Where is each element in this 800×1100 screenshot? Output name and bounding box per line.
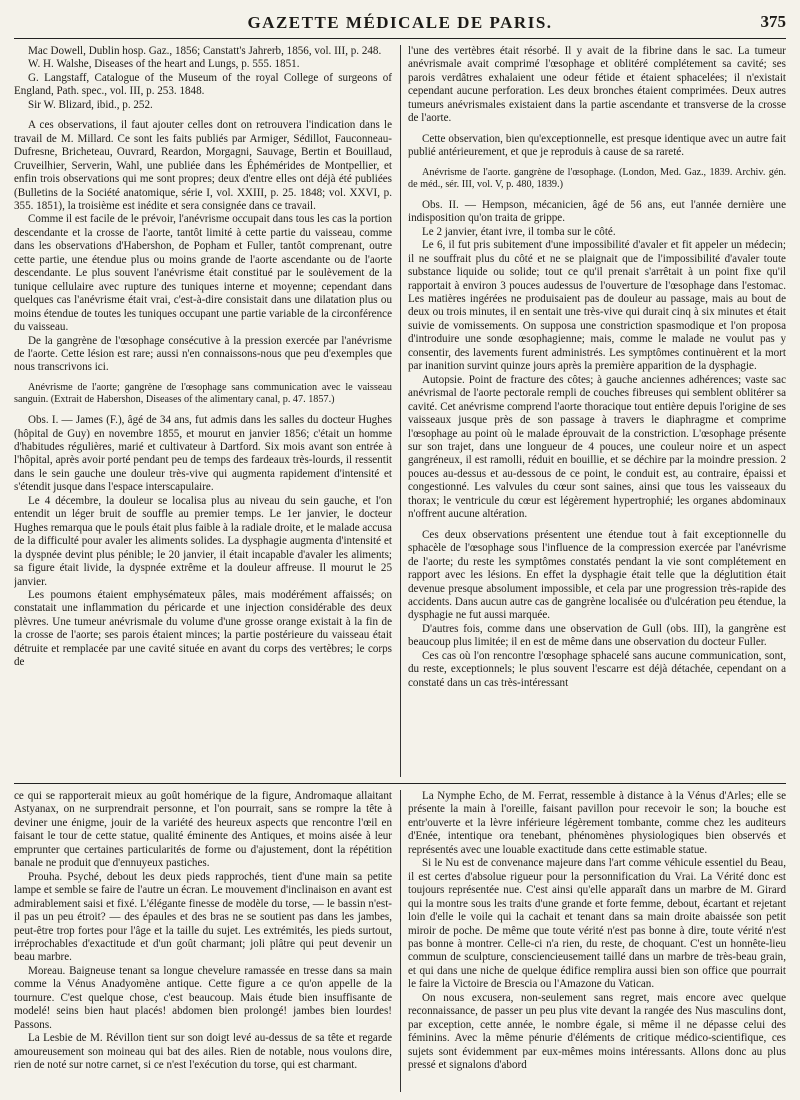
top-right-column [408,45,786,777]
paragraph: Si le Nu est de convenance majeure dans l'art comme véhicule essentiel du Beau, il est certes d'absolue rigueur pour la personnification du Vrai. La Vérité donc est toujours représentée nue. C'est ainsi qu'elle apparaît dans un marbre de M. Girard qui la montre sous les traits d'une grande et forte femme, debout, écartant et rejetant loin d'elle le voile qui la cachait et tenant dans sa main droite abaissée son petit miroir de poche. De même que toute vérité n'est pas bonne à dire, toute vérité n'est pas bonne à montrer. Celle-ci n'a rien, du reste, de choquant. C'est un honnête-lieu commun de sculpture, consciencieusement taillé dans un marbre de très-beau grain, et qui dans une niche de quelque édifice remplira aussi bien son office que pourrait le faire la Victoire de Brescia ou l'Amazone du Vatican. [408,857,786,991]
observation-paragraph: Le 6, il fut pris subitement d'une impossibilité d'avaler et fit appeler un médecin; il ne souffrait plus du côté et ne se plaignait que de l'impossibilité d'avaler toute substance liquide ou solide; tout ce qu'il prenait s'arrêtait à un point fixe qu'il rapportait à environ 3 pouces audessus de l'ouverture de l'œsophage dans l'estomac. Les matières ingérées ne produisaient pas de douleur au passage, mais au bout de deux ou trois minutes, il en sentait une très-vive qui durait cinq à six minutes et était suivie de vomissements. On supposa une constriction spasmodique et l'on proposa d'introduire une sonde œsophagienne; mais, comme le malade ne voulut pas y consentir, des lavements furent administrés. Les symptômes continuèrent et la mort par inanition survint quinze jours après la première apparition de la dysphagie. [408,239,786,373]
paragraph: On nous excusera, non-seulement sans regret, mais encore avec quelque reconnaissance, de passer un peu plus vite devant la rangée des Nus masculins dont, par exception, cette année, le nombre égale, si même il ne dépasse celui des féminins. Avec la même pénurie d'éléments de critique médico-scientifique, ces sujets sont évidemment par eux-mêmes moins intéressants. Allons donc au plus pressé et signalons d'abord [408,991,786,1072]
observation-paragraph: Les poumons étaient emphysémateux pâles, mais modérément affaissés; on constatait une inflammation du péricarde et une injection considérable des deux plèvres. Une tumeur anévrismale du volume d'une grosse orange existait à la fin de la crosse de l'aorte; ses parois étaient minces; la partie postérieure du vaisseau était détruite et remplacée par une cavité située en avant du corps des vertèbres; le corps de [14,588,392,669]
page-number: 375 [760,12,786,31]
reference-item: W. H. Walshe, Diseases of the heart and Lungs, p. 555. 1851. [28,58,300,71]
autopsy-paragraph: Autopsie. Point de fracture des côtes; à gauche anciennes adhérences; vaste sac anévrismal de l'aorte pectorale rempli de couches fibreuses qui semblent oblitérer sa cavité. Cet anévrisme comprend l'aorte thoracique tout entière depuis l'origine de ses vaisseaux jusque près de son passage à travers le diaphragme et comprime l'œsophage au point où le malade éprouvait de la constriction. L'œsophage présente sur son trajet, dans une longueur de 4 pouces, une couleur noire et un aspect gangréneux, il est ramolli, réduit en bouillie, et se déchire par la moindre pression. 2 pouces au-dessus et au-dessous de ce point, le conduit est, au contraire, épaissi et congestionné. Les valvules du cœur sont saines, ainsi que tous les vaisseaux du thorax; le ventricule du cœur est légèrement hypertrophié; les organes abdominaux n'offrent aucune altération. [408,373,786,521]
journal-title: GAZETTE MÉDICALE DE PARIS. [247,13,553,32]
reference-item: Mac Dowell, Dublin hosp. Gaz., 1856; Canstatt's Jahrerb, 1856, vol. III, p. 248. [28,45,382,57]
case-heading: Anévrisme de l'aorte; gangrène de l'œsophage sans communication avec le vaisseau sanguin. (Extrait de Habershon, Diseases of the alimentary canal, p. 47. 1857.) [14,381,392,406]
case-heading: Anévrisme de l'aorte. gangrène de l'œsophage. (London, Med. Gaz., 1839. Archiv. gén. de méd., sér. III, vol. V, p. 480, 1839.) [408,166,786,191]
paragraph: ce qui se rapporterait mieux au goût homérique de la figure, Andromaque allaitant Astyanax, on ne surprendrait personne, et l'on pourrait, sans se rompre la tête à deviner une énigme, jouir de la variété des heureux aspects que rencontre l'œil en faisant le tour de cette statue, qualité éminente des Antiques, et moins aisée à leur emprunter que certaines particularités de forme ou d'ajustement, dont la répétition banale ne produit que d'ennuyeux pastiches. [14,790,392,870]
paragraph: D'autres fois, comme dans une observation de Gull (obs. III), la gangrène est beaucoup plus limitée; il en est de même dans une observation du docteur Fuller. [408,622,786,649]
observation-paragraph: Obs. I. — James (F.), âgé de 34 ans, fut admis dans les salles du docteur Hughes (hôpital de Guy) en novembre 1855, et mourut en janvier 1856; c'était un homme d'habitudes régulières, marié et cultivateur à Dartford. Six mois avant son entrée à l'hôpital, après avoir porté pendant peu de temps des fardeaux très-lourds, il ressentit dans le sein gauche une douleur très-vive qui augmenta rapidement d'intensité et s'étendit jusque dans l'espace interscapulaire. [14,414,392,494]
column-divider-top [400,45,401,777]
paragraph: Comme il est facile de le prévoir, l'anévrisme occupait dans tous les cas la portion descendante et la crosse de l'aorte, tantôt limité à cette partie du vaisseau, comme dans les observations d'Habershon, de Popham et Fuller, tantôt comprenant, outre cette partie, une étendue plus ou moins grande de l'aorte ascendante ou de l'aorte descendante. Le plus souvent l'anévrisme était constitué par le soulèvement de la tunique cellulaire avec rupture des tuniques interne et moyenne; cependant dans quelques cas l'anévrisme était vrai, c'est-à-dire consistait dans une dilatation plus ou moins étendue de toutes les tuniques occupant une partie variable de la circonférence du vaisseau. [14,213,392,334]
reference-item: G. Langstaff, Catalogue of the Museum of the royal College of surgeons of England, Path. spec., vol. III, p. 253. 1848. [14,71,392,98]
observation-paragraph: Le 4 décembre, la douleur se localisa plus au niveau du sein gauche, et l'on entendit un léger bruit de souffle au premier temps. Le 1er janvier, le docteur Hughes remarqua que le pouls était plus faible à la radiale droite, et le malade accusa de la difficulté pour avaler les aliments solides. La dysphagie augmenta d'intensité et la dyspnée devint plus pénible; le 20 janvier, il était incapable d'avaler les aliments; sa figure était livide, la dyspnée extrême et la douleur affreuse. Il mourut le 25 janvier. [14,494,392,588]
paragraph: Ces deux observations présentent une étendue tout à fait exceptionnelle du sphacèle de l'œsophage sous l'influence de la compression exercée par l'anévrisme de l'aorte; du reste les symptômes constatés pendant la vie sont complétement en rapport avec les lésions. En effet la dysphagie était telle que la déglutition était devenue presque absolument impossible, et cela par une progression très-rapide des accidents. Dans aucun autre cas de gangrène localisée ou d'ulcération peu étendue, la dysphagie ne fut aussi marquée. [408,528,786,622]
paragraph: Ces cas où l'on rencontre l'œsophage sphacelé sans aucune communication, sont, du reste, exceptionnels; le plus souvent l'escarre est déjà détachée, cependant on a constaté dans un cas très-intéressant [408,649,786,689]
section-intro-paragraph: De la gangrène de l'œsophage consécutive à la pression exercée par l'anévrisme de l'aorte. Cette lésion est rare; aussi n'en connaissons-nous que peu d'exemples que nous transcrivons ici. [14,334,392,374]
observation-paragraph: Obs. II. — Hempson, mécanicien, âgé de 56 ans, eut l'année dernière une indisposition qu'on traita de grippe. [408,198,786,225]
bottom-left-column [14,790,392,1092]
paragraph: l'une des vertèbres était résorbé. Il y avait de la fibrine dans le sac. La tumeur anévrismale avait comprimé l'œsophage et oblitéré complétement sa cavité; ses parois verdâtres exhalaient une odeur fétide et étaient sphacelées; il n'existait cependant aucune perforation. Les deux bronches étaient comprimées. Deux autres tumeurs anévrismales existaient dans la partie ascendante et transverse de la crosse de l'aorte. [408,45,786,125]
top-left-column [14,45,392,777]
paragraph: La Lesbie de M. Révillon tient sur son doigt levé au-dessus de sa tête et regarde amoureusement son moineau qui bat des ailes. Rien de notable, nous voulons dire, rien de noté sur notre carnet, si ce n'est l'exécution du torse, qui est charmant. [14,1032,392,1072]
reference-item: Sir W. Blizard, ibid., p. 252. [28,98,153,111]
column-divider-bottom [400,790,401,1092]
paragraph: A ces observations, il faut ajouter celles dont on retrouvera l'indication dans le travail de M. Millard. Ce sont les faits publiés par Armiger, Sédillot, Fauconneau-Dufresne, Bricheteau, Ouvrard, Reardon, Morgagni, Sauvage, Bertin et Bouillaud, Cruveilhier, Serverin, Wahl, une publiée dans les Éphémérides de Montpellier, et enfin trois observations qui me sont propres; deux d'entre elles ont déjà été publiées (Bulletins de la Société anatomique, série I, vol. XXIII, p. 25. 1848; vol. XXVI, p. 355. 1851), la troisième est inédite et sera consignée dans ce travail. [14,119,392,212]
paragraph: La Nymphe Echo, de M. Ferrat, ressemble à distance à la Vénus d'Arles; elle se présente la main à l'oreille, faisant pavillon pour recevoir le son; la bouche est entr'ouverte et la lèvre inférieure légèrement tombante, comme chez les auditeurs d'Enée, intentique ora tenebant, phénomènes physiologiques bien observés et représentés avec une louable exactitude dans cette estimable statue. [408,790,786,856]
paragraph: Prouha. Psyché, debout les deux pieds rapprochés, tient d'une main sa petite lampe et semble se faire de l'autre un écran. Le mouvement d'inclinaison en avant est admirablement saisi et fixé. L'élégante finesse de modèle du torse, — le bassin n'est-il pas un peu étroit? — des épaules et des bras ne se soutient pas dans les jambes, peut-être trop fortes pour l'âge et la taille du sujet. Les extrémités, les pieds surtout, irréprochables d'exactitude et d'un goût charmant; joli plâtre qui peut devenir un beau marbre. [14,870,392,964]
bottom-right-column [408,790,786,1092]
section-divider [14,783,786,784]
observation-paragraph: Le 2 janvier, étant ivre, il tomba sur le côté. [422,225,616,238]
paragraph: Cette observation, bien qu'exceptionnelle, est presque identique avec un autre fait publié antérieurement, et que je reproduis à cause de sa rareté. [408,132,786,159]
paragraph: Moreau. Baigneuse tenant sa longue chevelure ramassée en tresse dans sa main comme la Vénus Anadyomène antique. Cette figure a ce qu'on appelle de la tournure. C'est quelque chose, c'est beaucoup. Mais étude bien insuffisante de modelé! seins bien haut placés! abdomen bien prolongé! jambes bien lourdes! Passons. [14,964,392,1031]
page-header [14,10,786,39]
